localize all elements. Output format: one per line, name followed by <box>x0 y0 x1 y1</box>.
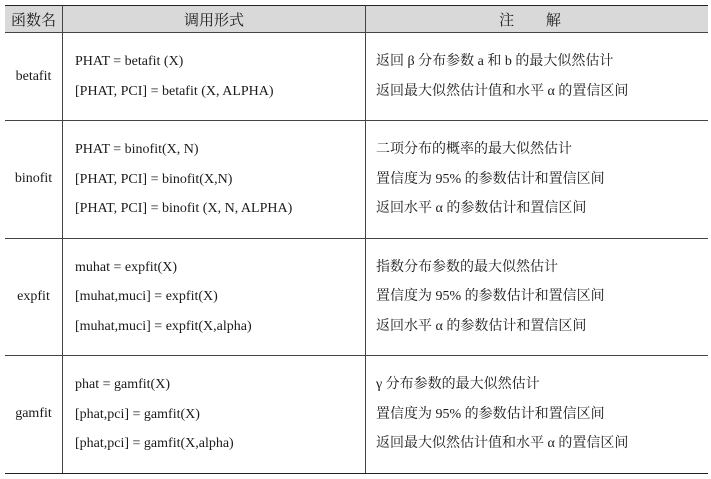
call-line: [PHAT, PCI] = binofit (X, N, ALPHA) <box>75 201 293 216</box>
call-form-cell <box>63 33 366 121</box>
call-form-cell <box>63 238 366 356</box>
call-line: PHAT = binofit(X, N) <box>75 142 199 157</box>
note-line: γ 分布参数的最大似然估计 <box>376 377 540 392</box>
call-line: [muhat,muci] = expfit(X,alpha) <box>75 318 252 334</box>
function-name-cell: betafit <box>5 33 63 121</box>
call-line: phat = gamfit(X) <box>75 377 170 392</box>
header-row <box>5 6 708 33</box>
note-line: 置信度为 95% 的参数估计和置信区间 <box>376 289 605 304</box>
call-line: [muhat,muci] = expfit(X) <box>75 289 218 304</box>
table-row-expfit <box>5 238 708 356</box>
notes-cell <box>366 238 709 356</box>
call-line: [phat,pci] = gamfit(X,alpha) <box>75 436 234 451</box>
note-line: 指数分布参数的最大似然估计 <box>376 259 558 275</box>
header-call-form: 调用形式 <box>63 6 366 33</box>
note-line: 返回水平 α 的参数估计和置信区间 <box>376 201 587 216</box>
function-name-cell: expfit <box>5 238 63 356</box>
header-notes: 注 解 <box>366 6 709 33</box>
note-line: 二项分布的概率的最大似然估计 <box>376 142 572 157</box>
header-function-name: 函数名 <box>5 6 63 33</box>
call-form-cell <box>63 121 366 239</box>
call-line: muhat = expfit(X) <box>75 259 177 275</box>
call-line: PHAT = betafit (X) <box>75 54 184 69</box>
function-name-cell: binofit <box>5 121 63 239</box>
call-line: [phat,pci] = gamfit(X) <box>75 406 200 422</box>
note-line: 置信度为 95% 的参数估计和置信区间 <box>376 406 605 422</box>
note-line: 返回 β 分布参数 a 和 b 的最大似然估计 <box>376 54 614 69</box>
notes-cell <box>366 121 709 239</box>
function-table <box>5 5 708 474</box>
notes-cell <box>366 356 709 474</box>
function-name-cell: gamfit <box>5 356 63 474</box>
call-line: [PHAT, PCI] = betafit (X, ALPHA) <box>75 83 274 99</box>
call-form-cell <box>63 356 366 474</box>
call-line: [PHAT, PCI] = binofit(X,N) <box>75 171 233 187</box>
note-line: 返回最大似然估计值和水平 α 的置信区间 <box>376 83 629 99</box>
table-row-gamfit <box>5 356 708 474</box>
notes-cell <box>366 33 709 121</box>
note-line: 置信度为 95% 的参数估计和置信区间 <box>376 171 605 187</box>
table-row-binofit <box>5 121 708 239</box>
table-row-betafit <box>5 33 708 121</box>
note-line: 返回水平 α 的参数估计和置信区间 <box>376 318 587 334</box>
note-line: 返回最大似然估计值和水平 α 的置信区间 <box>376 436 629 451</box>
